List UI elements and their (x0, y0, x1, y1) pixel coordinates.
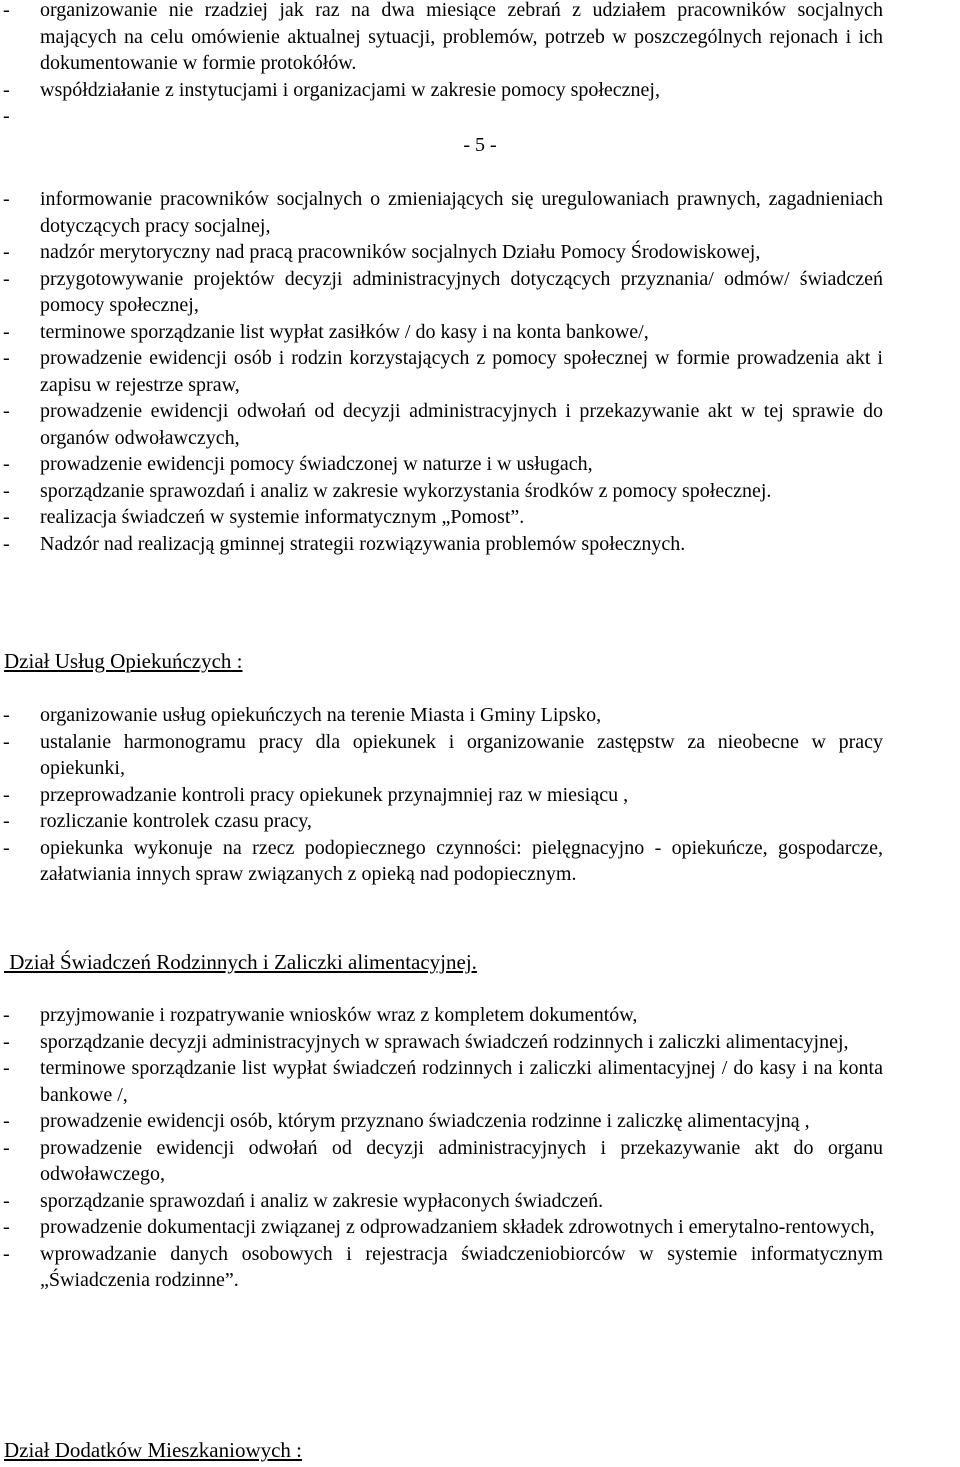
list-item: - organizowanie nie rzadziej jak raz na dwa miesiące zebrań z udziałem pracowników socjalnych mających na celu omówienie aktualnej sytuacji, problemów, potrzeb w poszczególnych rejonach i ich dokumentowanie w formie protokółów. (3, 0, 883, 74)
list-item: - ustalanie harmonogramu pracy dla opiekunek i organizowanie zastępstw za nieobecne w pracy opiekunki, (3, 730, 883, 779)
family-section-heading: Dział Świadczeń Rodzinnych i Zaliczki alimentacyjnej. (4, 950, 477, 974)
family-list-block (0, 1002, 883, 1294)
list-item: - prowadzenie ewidencji osób, którym przyznano świadczenia rodzinne i zaliczkę alimentacyjną , (3, 1110, 810, 1132)
care-section-heading: Dział Usług Opiekuńczych : (4, 649, 243, 673)
list-item: - prowadzenie ewidencji pomocy świadczonej w naturze i w usługach, (3, 453, 593, 475)
list-item: - nadzór merytoryczny nad pracą pracowników socjalnych Działu Pomocy Środowiskowej, (3, 241, 761, 263)
list-item: - współdziałanie z instytucjami i organizacjami w zakresie pomocy społecznej, (3, 78, 660, 101)
top-list-block (0, 0, 883, 130)
list-item: - (3, 105, 10, 127)
list-item: - przyjmowanie i rozpatrywanie wniosków wraz z kompletem dokumentów, (3, 1004, 638, 1026)
family-list (0, 1002, 883, 1294)
list-item: - przeprowadzanie kontroli pracy opiekunek przynajmniej raz w miesiącu , (3, 783, 629, 806)
list-item: - prowadzenie ewidencji odwołań od decyzji administracyjnych i przekazywanie akt do organu odwoławczego, (3, 1136, 883, 1185)
list-item: - sporządzanie sprawozdań i analiz w zakresie wykorzystania środków z pomocy społecznej. (3, 479, 772, 502)
list-item: - przygotowywanie projektów decyzji administracyjnych dotyczących przyznania/ odmów/ świadczeń pomocy społecznej, (3, 267, 883, 316)
list-item: - rozliczanie kontrolek czasu pracy, (3, 810, 312, 832)
page-number: - 5 - (463, 134, 497, 156)
list-item: - prowadzenie ewidencji odwołań od decyzji administracyjnych i przekazywanie akt w tej sprawie do organów odwoławczych, (3, 400, 883, 449)
list-item: - organizowanie usług opiekuńczych na terenie Miasta i Gminy Lipsko, (3, 704, 602, 726)
list-item: - sporządzanie sprawozdań i analiz w zakresie wypłaconych świadczeń. (3, 1189, 604, 1212)
list-item: - terminowe sporządzanie list wypłat zasiłków / do kasy i na konta bankowe/, (3, 320, 649, 343)
list-item: - wprowadzanie danych osobowych i rejestracja świadczeniobiorców w systemie informatycznym „Świadczenia rodzinne”. (3, 1242, 883, 1291)
list-item: - prowadzenie dokumentacji związanej z odprowadzaniem składek zdrowotnych i emerytalno-rentowych, (3, 1216, 875, 1238)
list-item: - terminowe sporządzanie list wypłat świadczeń rodzinnych i zaliczki alimentacyjnej / do kasy i na konta bankowe /, (3, 1057, 883, 1106)
list-item: - Nadzór nad realizacją gminnej strategii rozwiązywania problemów społecznych. (3, 532, 686, 555)
list-item: - opiekunka wykonuje na rzecz podopiecznego czynności: pielęgnacyjno - opiekuńcze, gospodarcze, załatwiania innych spraw związanych z opieką nad podopiecznym. (3, 836, 883, 885)
social-list-block (0, 186, 883, 557)
social-list (0, 186, 883, 557)
top-list (0, 0, 883, 130)
list-item: - realizacja świadczeń w systemie informatycznym „Pomost”. (3, 506, 525, 528)
care-list-block (0, 702, 883, 888)
list-item: - prowadzenie ewidencji osób i rodzin korzystających z pomocy społecznej w formie prowadzenia akt i zapisu w rejestrze spraw, (3, 347, 883, 396)
list-item: - informowanie pracowników socjalnych o zmieniających się uregulowaniach prawnych, zagadnieniach dotyczących pracy socjalnej, (3, 188, 883, 237)
care-list (0, 702, 883, 888)
list-item: - sporządzanie decyzji administracyjnych w sprawach świadczeń rodzinnych i zaliczki alimentacyjnej, (3, 1030, 849, 1053)
housing-section-heading: Dział Dodatków Mieszkaniowych : (4, 1438, 303, 1462)
